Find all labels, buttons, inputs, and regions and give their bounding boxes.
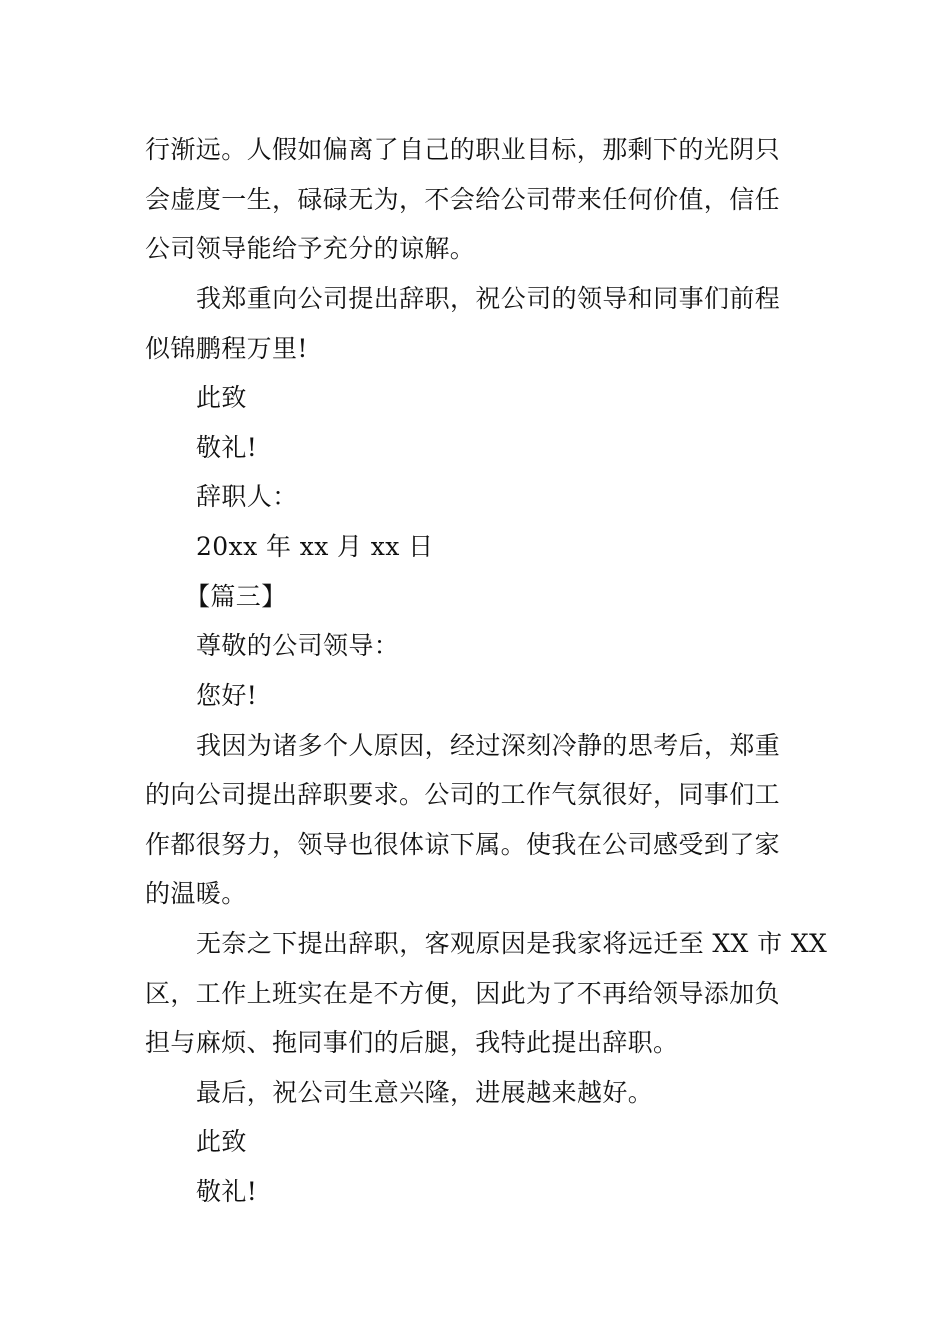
body-line-8: 作都很努力，领导也很体谅下属。使我在公司感受到了家 xyxy=(145,830,781,859)
body-line-7: 的向公司提出辞职要求。公司的工作气氛很好，同事们工 xyxy=(145,780,781,809)
body-line-1: 行渐远。人假如偏离了自己的职业目标，那剩下的光阴只 xyxy=(145,135,781,164)
closing-salutation-2: 此致 xyxy=(196,1127,247,1156)
section-heading: 【篇三】 xyxy=(185,582,287,611)
body-line-5: 似锦鹏程万里! xyxy=(145,334,308,363)
body-line-3: 公司领导能给予充分的谅解。 xyxy=(145,234,476,263)
body-line-11: 区，工作上班实在是不方便，因此为了不再给领导添加负 xyxy=(145,979,781,1008)
closing-salutation-1: 此致 xyxy=(196,383,247,412)
body-line-9: 的温暖。 xyxy=(145,879,247,908)
body-line-2: 会虚度一生，碌碌无为，不会给公司带来任何价值，信任 xyxy=(145,185,781,214)
date-line: 20xx 年 xx 月 xx 日 xyxy=(196,532,434,561)
greeting-hello: 您好! xyxy=(196,681,258,710)
closing-regards-1: 敬礼! xyxy=(196,433,258,462)
body-line-10: 无奈之下提出辞职，客观原因是我家将远迁至 XX 市 XX xyxy=(196,929,828,958)
body-line-4: 我郑重向公司提出辞职，祝公司的领导和同事们前程 xyxy=(196,284,781,313)
body-line-12: 担与麻烦、拖同事们的后腿，我特此提出辞职。 xyxy=(145,1028,679,1057)
closing-regards-2: 敬礼! xyxy=(196,1177,258,1206)
greeting-recipient: 尊敬的公司领导： xyxy=(196,631,400,660)
body-line-6: 我因为诸多个人原因，经过深刻冷静的思考后，郑重 xyxy=(196,731,781,760)
body-line-13: 最后，祝公司生意兴隆，进展越来越好。 xyxy=(196,1078,654,1107)
signature-label: 辞职人： xyxy=(196,482,298,511)
